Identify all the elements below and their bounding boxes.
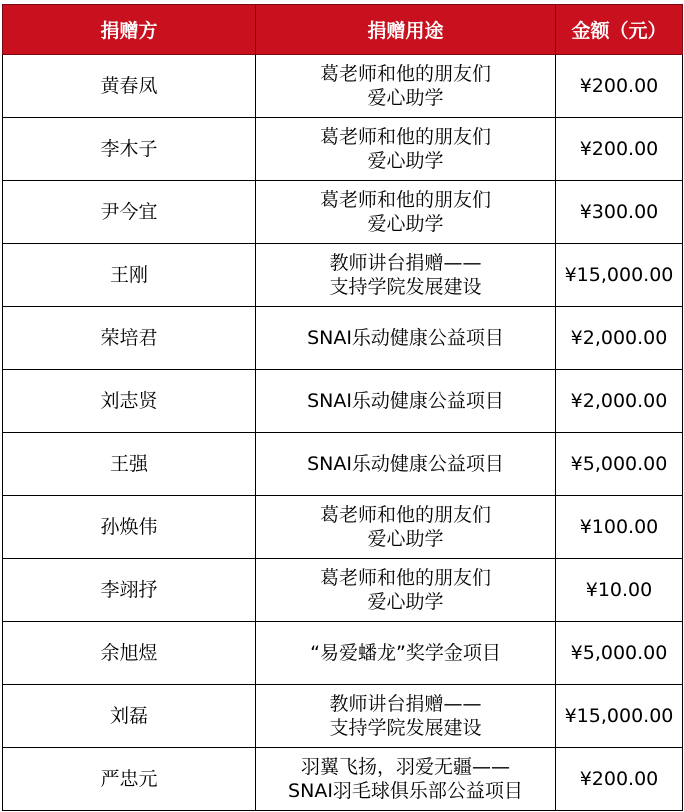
amount-cell: ¥200.00 — [556, 118, 683, 181]
table-row — [3, 559, 683, 622]
purpose-line: 葛老师和他的朋友们 — [319, 63, 491, 85]
donation-table — [2, 4, 683, 811]
donor-cell: 李翊抒 — [3, 559, 256, 622]
purpose-cell — [256, 748, 556, 811]
purpose-line: 葛老师和他的朋友们 — [319, 567, 491, 589]
amount-cell: ¥5,000.00 — [556, 622, 683, 685]
purpose-cell — [256, 181, 556, 244]
purpose-line: 葛老师和他的朋友们 — [319, 504, 491, 526]
amount-cell: ¥15,000.00 — [556, 685, 683, 748]
table-row — [3, 307, 683, 370]
amount-cell: ¥200.00 — [556, 748, 683, 811]
table-row — [3, 433, 683, 496]
purpose-line: 爱心助学 — [367, 213, 444, 235]
amount-cell: ¥2,000.00 — [556, 370, 683, 433]
table-row — [3, 685, 683, 748]
donor-cell: 余旭煜 — [3, 622, 256, 685]
purpose-cell — [256, 370, 556, 433]
table-row — [3, 55, 683, 118]
donor-cell: 荣培君 — [3, 307, 256, 370]
donor-cell: 尹今宜 — [3, 181, 256, 244]
donor-cell: 孙焕伟 — [3, 496, 256, 559]
header-purpose: 捐赠用途 — [256, 5, 556, 55]
table-row — [3, 748, 683, 811]
purpose-cell — [256, 685, 556, 748]
purpose-line: 爱心助学 — [367, 591, 444, 613]
donor-cell: 刘磊 — [3, 685, 256, 748]
donor-cell: 王强 — [3, 433, 256, 496]
purpose-line: 爱心助学 — [367, 150, 444, 172]
donor-cell: 刘志贤 — [3, 370, 256, 433]
table-row — [3, 370, 683, 433]
table-row — [3, 496, 683, 559]
purpose-line: 爱心助学 — [367, 87, 444, 109]
purpose-line: 教师讲台捐赠—— — [329, 252, 482, 274]
amount-cell: ¥300.00 — [556, 181, 683, 244]
donor-cell: 李木子 — [3, 118, 256, 181]
amount-cell: ¥200.00 — [556, 55, 683, 118]
purpose-cell — [256, 307, 556, 370]
purpose-line: SNAI乐动健康公益项目 — [307, 453, 504, 475]
purpose-cell — [256, 118, 556, 181]
purpose-cell — [256, 433, 556, 496]
amount-cell: ¥15,000.00 — [556, 244, 683, 307]
table-row — [3, 622, 683, 685]
purpose-line: 教师讲台捐赠—— — [329, 693, 482, 715]
purpose-line: SNAI乐动健康公益项目 — [307, 390, 504, 412]
donor-cell: 黄春凤 — [3, 55, 256, 118]
table-row — [3, 244, 683, 307]
purpose-cell — [256, 496, 556, 559]
amount-cell: ¥5,000.00 — [556, 433, 683, 496]
purpose-line: 支持学院发展建设 — [329, 717, 482, 739]
header-row — [3, 5, 683, 55]
purpose-line: SNAI乐动健康公益项目 — [307, 327, 504, 349]
header-donor: 捐赠方 — [3, 5, 256, 55]
purpose-line: 葛老师和他的朋友们 — [319, 189, 491, 211]
purpose-line: 爱心助学 — [367, 528, 444, 550]
purpose-cell — [256, 55, 556, 118]
table-header — [3, 5, 683, 55]
amount-cell: ¥10.00 — [556, 559, 683, 622]
table-row — [3, 181, 683, 244]
purpose-cell — [256, 622, 556, 685]
donor-cell: 王刚 — [3, 244, 256, 307]
purpose-cell — [256, 559, 556, 622]
purpose-line: 支持学院发展建设 — [329, 276, 482, 298]
purpose-line: 羽翼飞扬，羽爱无疆—— — [300, 756, 510, 778]
amount-cell: ¥100.00 — [556, 496, 683, 559]
purpose-line: 葛老师和他的朋友们 — [319, 126, 491, 148]
purpose-cell — [256, 244, 556, 307]
amount-cell: ¥2,000.00 — [556, 307, 683, 370]
header-amount: 金额（元） — [556, 5, 683, 55]
table-body — [3, 55, 683, 811]
donor-cell: 严忠元 — [3, 748, 256, 811]
purpose-line: SNAI羽毛球俱乐部公益项目 — [288, 780, 523, 802]
table-row — [3, 118, 683, 181]
purpose-line: “易爱蟠龙”奖学金项目 — [310, 642, 501, 664]
